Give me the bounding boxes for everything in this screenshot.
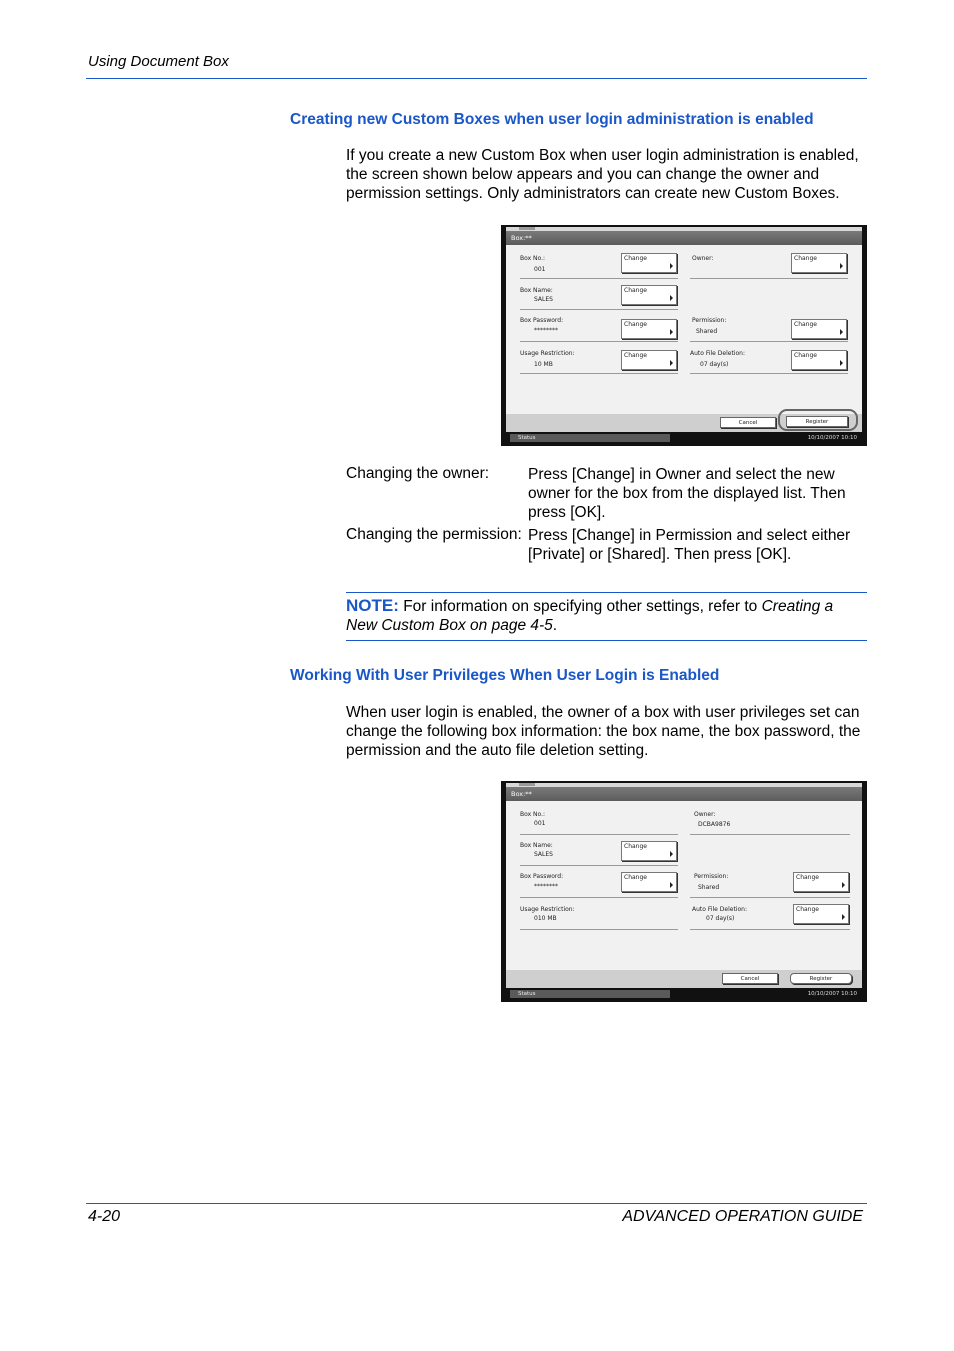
section1-paragraph (346, 146, 859, 203)
note-keyword: NOTE: (346, 596, 399, 615)
box-name-value: SALES (534, 296, 553, 303)
guide-title: ADVANCED OPERATION GUIDE (622, 1208, 863, 1225)
box-password-value: ******** (534, 883, 558, 890)
register-button[interactable]: Register (786, 416, 848, 427)
divider (520, 834, 678, 835)
permission-change-button[interactable]: Change (791, 319, 847, 339)
divider (690, 834, 850, 835)
para-line: the screen shown below appears and you can change the owner and (346, 166, 820, 183)
box-no-label: Box No.: (520, 811, 546, 818)
note-top-rule (346, 592, 867, 593)
usage-restriction-label: Usage Restriction: (520, 350, 575, 357)
tab-indicator (519, 227, 535, 230)
tab-indicator (519, 783, 535, 786)
auto-file-deletion-label: Auto File Deletion: (692, 906, 747, 913)
instruction-text-permission (528, 526, 850, 564)
divider (520, 309, 678, 310)
note-reference-cont: New Custom Box on page 4-5 (346, 617, 553, 634)
running-header: Using Document Box (88, 53, 229, 70)
divider (520, 897, 678, 898)
screen-title: Box:** (506, 787, 862, 801)
instruction-text-owner (528, 465, 846, 522)
divider (690, 278, 848, 279)
footer-rule (86, 1203, 867, 1204)
usage-restriction-value: 010 MB (534, 915, 557, 922)
instruction-label-owner: Changing the owner: (346, 465, 490, 482)
status-datetime: 10/10/2007 10:10 (807, 991, 857, 997)
usage-restriction-change-button[interactable]: Change (621, 350, 677, 370)
instruction-label-permission: Changing the permission: (346, 526, 522, 543)
status-bar (506, 433, 862, 443)
para-line: permission and the auto file deletion setting. (346, 742, 649, 759)
note-line-1 (346, 596, 867, 616)
instruction-line: Press [Change] in Owner and select the new (528, 466, 835, 483)
register-button[interactable]: Register (790, 973, 852, 984)
box-password-change-button[interactable]: Change (621, 872, 677, 892)
permission-value: Shared (696, 328, 718, 335)
note-box (346, 596, 867, 635)
permission-value: Shared (698, 884, 720, 891)
status-bar (506, 989, 862, 999)
box-name-label: Box Name: (520, 287, 553, 294)
divider (690, 897, 850, 898)
owner-label: Owner: (694, 811, 716, 818)
note-text: For information on specifying other settings, refer to (403, 598, 758, 615)
auto-file-deletion-value: 07 day(s) (700, 361, 729, 368)
para-line: If you create a new Custom Box when user login administration is enabled, (346, 147, 859, 164)
box-name-change-button[interactable]: Change (621, 841, 677, 861)
note-reference: Creating a (761, 598, 834, 615)
section2-paragraph (346, 703, 860, 760)
divider (520, 278, 678, 279)
divider (520, 373, 678, 374)
cancel-button[interactable]: Cancel (722, 973, 778, 984)
owner-change-button[interactable]: Change (791, 253, 847, 273)
box-password-label: Box Password: (520, 317, 564, 324)
section2-heading: Working With User Privileges When User Login is Enabled (290, 667, 720, 684)
note-line-2 (346, 616, 867, 635)
instruction-line: owner for the box from the displayed list. Then (528, 485, 846, 502)
usage-restriction-value: 10 MB (534, 361, 553, 368)
settings-panel (506, 801, 862, 970)
box-settings-screen-user (501, 781, 867, 1002)
box-no-change-button[interactable]: Change (621, 253, 677, 273)
usage-restriction-label: Usage Restriction: (520, 906, 575, 913)
header-rule (86, 78, 867, 79)
auto-file-deletion-change-button[interactable]: Change (791, 350, 847, 370)
status-button[interactable]: Status (510, 990, 670, 998)
permission-label: Permission: (694, 873, 729, 880)
action-bar (506, 970, 862, 988)
auto-file-deletion-label: Auto File Deletion: (690, 350, 745, 357)
para-line: change the following box information: the box name, the box password, the (346, 723, 861, 740)
settings-panel (506, 245, 862, 414)
status-datetime: 10/10/2007 10:10 (807, 435, 857, 441)
box-no-value: 001 (534, 820, 546, 827)
note-bottom-rule (346, 640, 867, 641)
status-button[interactable]: Status (510, 434, 670, 442)
instruction-line: press [OK]. (528, 504, 606, 521)
auto-file-deletion-value: 07 day(s) (706, 915, 735, 922)
divider (690, 373, 848, 374)
permission-label: Permission: (692, 317, 727, 324)
screen-title: Box:** (506, 231, 862, 245)
divider (690, 341, 848, 342)
auto-file-deletion-change-button[interactable]: Change (793, 904, 849, 924)
owner-label: Owner: (692, 255, 714, 262)
note-period: . (552, 617, 558, 634)
owner-value: DCBA9876 (698, 821, 731, 828)
box-password-change-button[interactable]: Change (621, 319, 677, 339)
divider (520, 341, 678, 342)
instruction-line: [Private] or [Shared]. Then press [OK]. (528, 546, 792, 563)
instruction-line: Press [Change] in Permission and select either (528, 527, 851, 544)
para-line: When user login is enabled, the owner of a box with user privileges set can (346, 704, 860, 721)
box-password-label: Box Password: (520, 873, 564, 880)
divider (520, 865, 678, 866)
cancel-button[interactable]: Cancel (720, 417, 776, 428)
box-name-value: SALES (534, 851, 553, 858)
divider (690, 929, 850, 930)
divider (520, 929, 678, 930)
box-settings-screen-admin (501, 225, 867, 446)
para-line: permission settings. Only administrators can create new Custom Boxes. (346, 185, 840, 202)
box-name-label: Box Name: (520, 842, 553, 849)
box-no-value: 001 (534, 266, 546, 273)
section1-heading: Creating new Custom Boxes when user login administration is enabled (290, 111, 814, 128)
page-number: 4-20 (88, 1208, 121, 1225)
action-bar (506, 414, 862, 432)
box-name-change-button[interactable]: Change (621, 285, 677, 305)
permission-change-button[interactable]: Change (793, 872, 849, 892)
box-password-value: ******** (534, 327, 558, 334)
box-no-label: Box No.: (520, 255, 546, 262)
